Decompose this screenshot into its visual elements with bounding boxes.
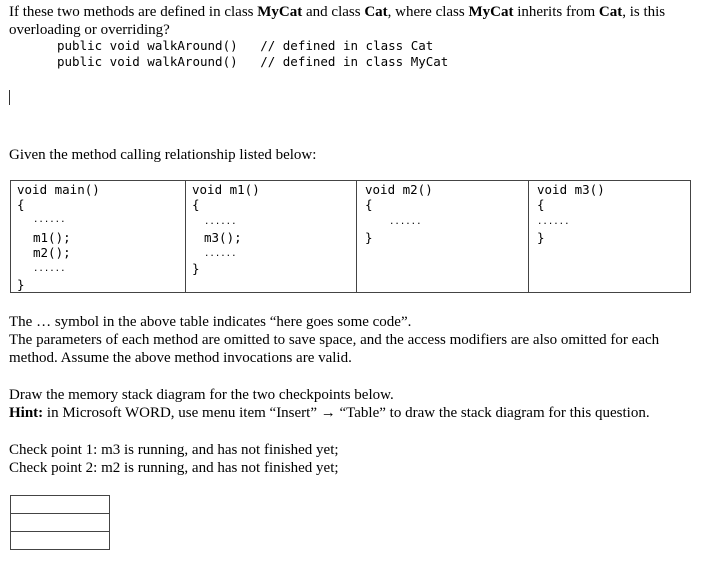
main-header: void main() (17, 182, 100, 197)
m1-call-m3: m3(); (204, 230, 242, 245)
main-dots-2: ...... (33, 264, 66, 274)
main-open-brace: { (17, 197, 25, 212)
stack-cell[interactable] (11, 496, 110, 514)
m1-dots-1: ...... (204, 217, 237, 227)
notes-line-1: The … symbol in the above table indicates “here goes some code”. (9, 314, 412, 330)
hint-line (9, 404, 650, 422)
main-close-brace: } (17, 277, 25, 292)
main-dots-1: ...... (33, 215, 66, 225)
m1-dots-2: ...... (204, 249, 237, 259)
notes-line-3: method. Assume the above method invocations are valid. (9, 350, 352, 366)
table-cell-m1[interactable] (186, 181, 357, 293)
m1-close-brace: } (192, 261, 200, 276)
stack-cell[interactable] (11, 514, 110, 532)
m3-header: void m3() (537, 182, 605, 197)
notes-line-2: The parameters of each method are omitted to save space, and the access modifiers are also omitted for each (9, 332, 660, 348)
m2-open-brace: { (365, 197, 373, 212)
method-call-table (10, 180, 691, 293)
question-line-1: If these two methods are defined in class MyCat and class Cat, where class MyCat inherits from Cat, is this (9, 4, 666, 20)
main-call-m1: m1(); (33, 230, 71, 245)
checkpoint-2: Check point 2: m2 is running, and has not finished yet; (9, 460, 339, 476)
checkpoint-1: Check point 1: m3 is running, and has not finished yet; (9, 442, 339, 458)
hint-text: in Microsoft WORD, use menu item “Insert” → “Table” to draw the stack diagram for this question. (43, 405, 650, 421)
table-cell-m2[interactable] (357, 181, 529, 293)
question-line-2: overloading or overriding? (9, 22, 170, 38)
hint-label: Hint: (9, 405, 44, 421)
m2-header: void m2() (365, 182, 433, 197)
given-heading: Given the method calling relationship listed below: (9, 147, 317, 163)
draw-instruction: Draw the memory stack diagram for the two checkpoints below. (9, 387, 394, 403)
text-cursor[interactable] (9, 90, 10, 105)
m1-open-brace: { (192, 197, 200, 212)
table-cell-main[interactable] (11, 181, 186, 293)
m1-header: void m1() (192, 182, 260, 197)
main-call-m2: m2(); (33, 245, 71, 260)
code-line-cat: public void walkAround() // defined in class Cat (57, 38, 434, 53)
m3-dots: ...... (537, 217, 570, 227)
code-line-mycat: public void walkAround() // defined in class MyCat (57, 54, 449, 69)
stack-cell[interactable] (11, 532, 110, 550)
stack-diagram-table (10, 495, 110, 550)
m3-open-brace: { (537, 197, 545, 212)
m2-dots: ...... (389, 217, 422, 227)
m3-close-brace: } (537, 230, 545, 245)
m2-close-brace: } (365, 230, 373, 245)
table-cell-m3[interactable] (529, 181, 691, 293)
